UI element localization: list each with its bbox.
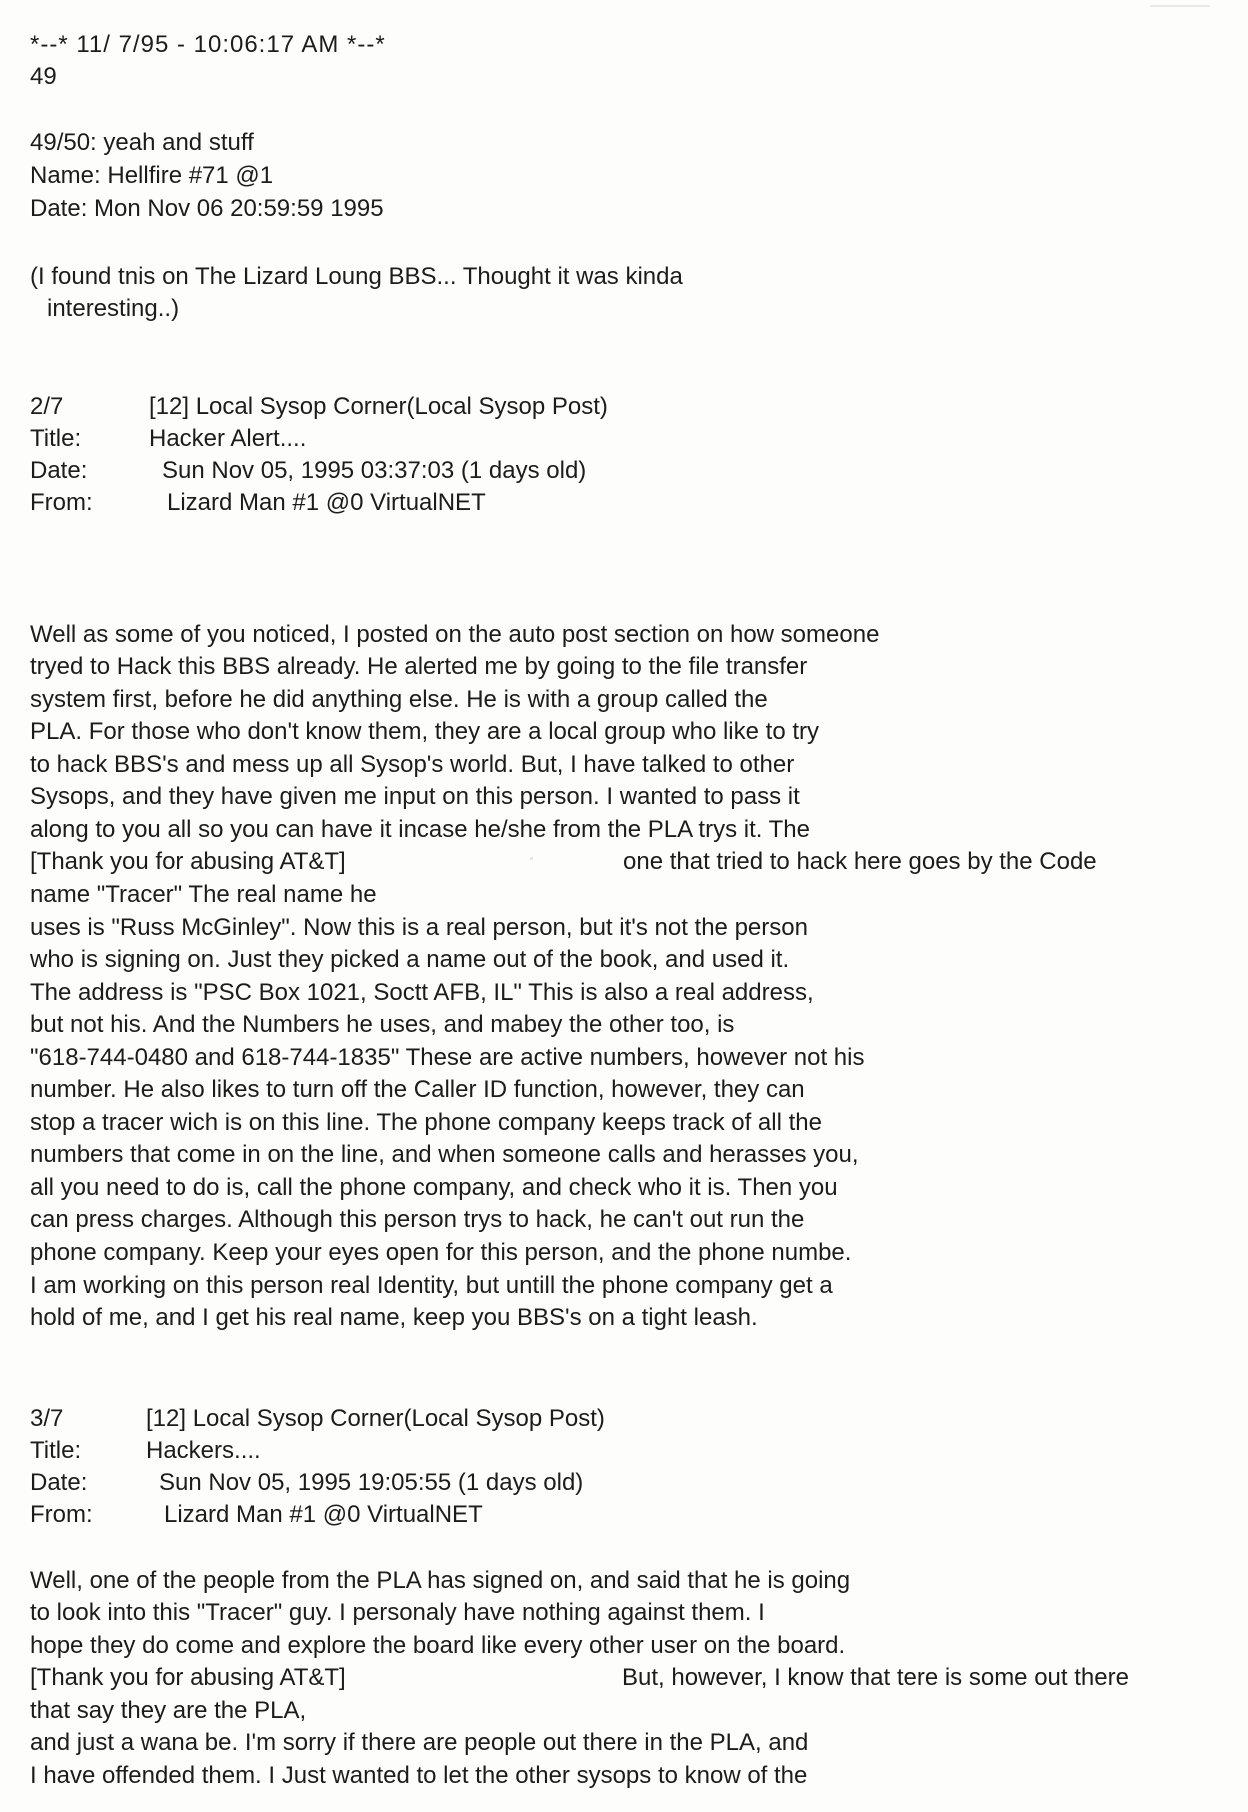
body-line: along to you all so you can have it incase he/she from the PLA trys it. The xyxy=(30,816,810,843)
post-title: Hacker Alert.... xyxy=(149,425,307,452)
body-line: tryed to Hack this BBS already. He alerted me by going to the file transfer xyxy=(30,653,808,680)
note-line-1: (I found tnis on The Lizard Loung BBS... Thought it was kinda xyxy=(30,263,683,290)
body-line: I am working on this person real Identity, but untill the phone company get a xyxy=(30,1272,833,1299)
body-line: name "Tracer" The real name he xyxy=(30,881,377,908)
title-label: Title: xyxy=(30,1437,82,1464)
post-from: Lizard Man #1 @0 VirtualNET xyxy=(167,489,486,516)
post-forum: [12] Local Sysop Corner(Local Sysop Post) xyxy=(146,1405,605,1432)
body-line: to look into this "Tracer" guy. I personaly have nothing against them. I xyxy=(30,1599,765,1626)
message-subject: 49/50: yeah and stuff xyxy=(30,129,254,156)
body-line: numbers that come in on the line, and when someone calls and herasses you, xyxy=(30,1141,859,1168)
post-from: Lizard Man #1 @0 VirtualNET xyxy=(164,1501,483,1528)
body-line: system first, before he did anything else. He is with a group called the xyxy=(30,686,768,713)
body-line: I have offended them. I Just wanted to let the other sysops to know of the xyxy=(30,1762,808,1789)
body-line: hope they do come and explore the board like every other user on the board. xyxy=(30,1632,846,1659)
split-line-left: [Thank you for abusing AT&T] xyxy=(30,848,346,875)
note-line-2: interesting..) xyxy=(47,295,180,322)
body-line: all you need to do is, call the phone company, and check who it is. Then you xyxy=(30,1174,838,1201)
body-line: that say they are the PLA, xyxy=(30,1697,307,1724)
body-line: who is signing on. Just they picked a name out of the book, and used it. xyxy=(30,946,790,973)
body-line: stop a tracer wich is on this line. The phone company keeps track of all the xyxy=(30,1109,822,1136)
post-title: Hackers.... xyxy=(146,1437,261,1464)
body-line: PLA. For those who don't know them, they are a local group who like to try xyxy=(30,718,819,745)
body-line: number. He also likes to turn off the Caller ID function, however, they can xyxy=(30,1076,805,1103)
split-line-left: [Thank you for abusing AT&T] xyxy=(30,1664,346,1691)
scan-artifact xyxy=(1150,5,1210,7)
post-number: 3/7 xyxy=(30,1405,64,1432)
body-line: phone company. Keep your eyes open for this person, and the phone numbe. xyxy=(30,1239,852,1266)
split-line-right: one that tried to hack here goes by the Code xyxy=(623,848,1097,875)
print-timestamp: *--* 11/ 7/95 - 10:06:17 AM *--* xyxy=(30,31,386,58)
message-author: Name: Hellfire #71 @1 xyxy=(30,162,274,189)
body-line: hold of me, and I get his real name, keep you BBS's on a tight leash. xyxy=(30,1304,758,1331)
message-date: Date: Mon Nov 06 20:59:59 1995 xyxy=(30,195,384,222)
split-line-right: But, however, I know that tere is some out there xyxy=(622,1664,1129,1691)
body-line: The address is "PSC Box 1021, Soctt AFB, IL" This is also a real address, xyxy=(30,979,814,1006)
post-number: 2/7 xyxy=(30,393,64,420)
body-line: Sysops, and they have given me input on this person. I wanted to pass it xyxy=(30,783,800,810)
post-date: Sun Nov 05, 1995 19:05:55 (1 days old) xyxy=(159,1469,584,1496)
post-date: Sun Nov 05, 1995 03:37:03 (1 days old) xyxy=(162,457,587,484)
body-line: "618-744-0480 and 618-744-1835" These are active numbers, however not his xyxy=(30,1044,865,1071)
body-line: Well, one of the people from the PLA has signed on, and said that he is going xyxy=(30,1567,851,1594)
body-line: can press charges. Although this person trys to hack, he can't out run the xyxy=(30,1206,805,1233)
message-number: 49 xyxy=(30,63,57,90)
post-forum: [12] Local Sysop Corner(Local Sysop Post) xyxy=(149,393,608,420)
body-line: uses is "Russ McGinley". Now this is a real person, but it's not the person xyxy=(30,914,808,941)
from-label: From: xyxy=(30,1501,93,1528)
date-label: Date: xyxy=(30,1469,88,1496)
body-line: to hack BBS's and mess up all Sysop's world. But, I have talked to other xyxy=(30,751,795,778)
body-line: Well as some of you noticed, I posted on the auto post section on how someone xyxy=(30,621,880,648)
from-label: From: xyxy=(30,489,93,516)
title-label: Title: xyxy=(30,425,82,452)
body-line: and just a wana be. I'm sorry if there are people out there in the PLA, and xyxy=(30,1729,809,1756)
scan-artifact xyxy=(530,857,533,860)
body-line: but not his. And the Numbers he uses, and mabey the other too, is xyxy=(30,1011,735,1038)
date-label: Date: xyxy=(30,457,88,484)
